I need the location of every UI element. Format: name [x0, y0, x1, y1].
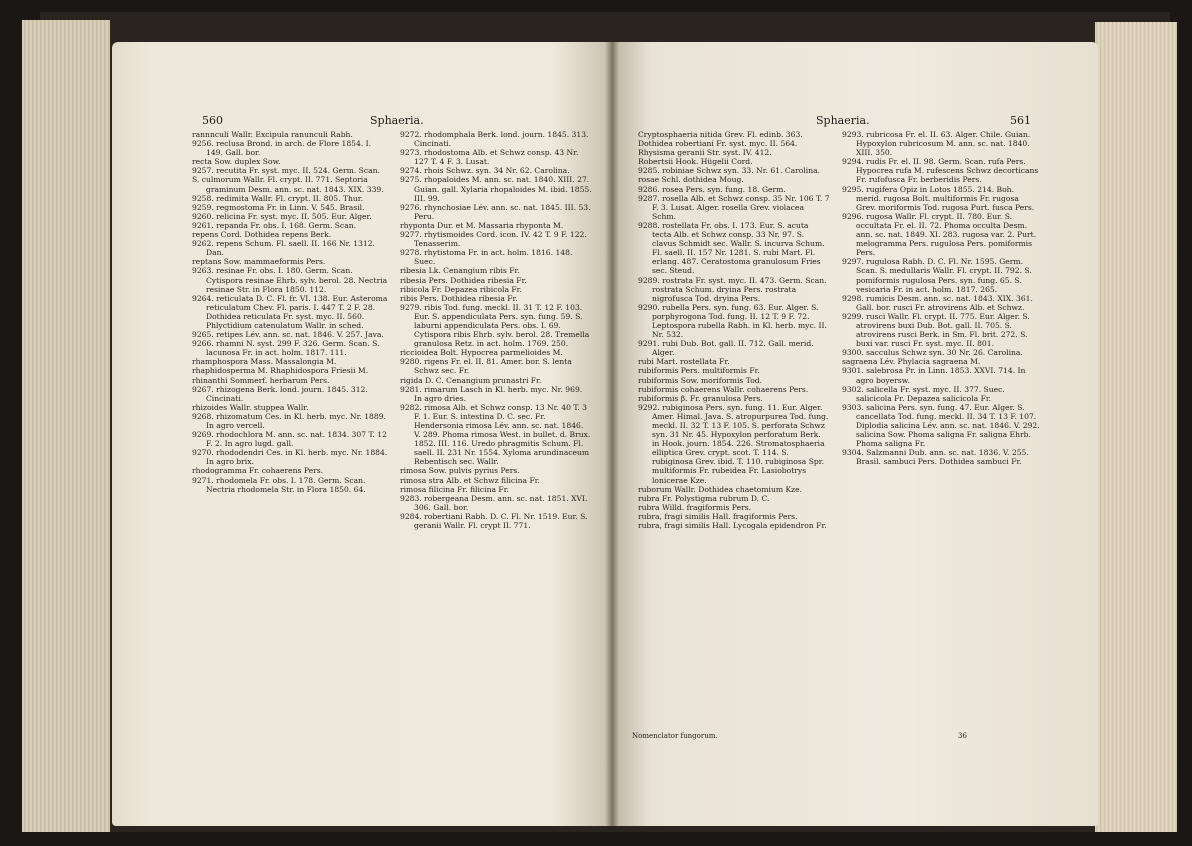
- entry: 9269. rhodochlora M. ann. sc. nat. 1834. 307 T. 12 F. 2. In agro lugd. gall.: [192, 430, 387, 449]
- entry: rubiformis Pers. multiformis Fr.: [638, 366, 760, 376]
- right-running-head: Sphaeria.: [816, 114, 870, 127]
- entry: recta Sow. duplex Sow.: [192, 157, 281, 167]
- entry: rubi Mart. rostellata Fr.: [638, 357, 730, 367]
- entry: 9286. rosea Pers. syn. fung. 18. Germ.: [638, 184, 786, 194]
- entry: riccioidea Bolt. Hypocrea parmelioides M.: [400, 348, 563, 358]
- entry: 9289. rostrata Fr. syst. myc. II. 473. Germ. Scan. rostrata Schum. dryina Pers. rostrata nigrofusca Tod. dryina Pers.: [638, 275, 827, 303]
- left-page-number: 560: [202, 114, 223, 127]
- entry: 9298. rumicis Desm. ann. sc. nat. 1843. XIX. 361. Gall. bor. rusci Fr. atrovirens Alb. et Schwz.: [842, 293, 1033, 312]
- entry: ruborum Wallr. Dothidea chaetomium Kze.: [638, 484, 803, 494]
- entry: 9263. resinae Fr. obs. I. 180. Germ. Scan. Cytispora resinae Ehrb. sylv. berol. 28. Nectria resinae Str. in Flora 1850. 112.: [192, 266, 388, 294]
- entry: 9294. rudis Fr. el. II. 98. Germ. Scan. rufa Pers. Hypocrea rufa M. rufescens Schwz decorticans Fr. rufofusca Fr. berberidis Pers.: [842, 157, 1039, 185]
- page-edges-left: [22, 20, 110, 832]
- entry: 9301. salebrosa Pr. in Linn. 1853. XXVI. 714. In agro boyersw.: [842, 366, 1026, 385]
- entry: Dothidea robertiani Fr. syst. myc. II. 564.: [638, 139, 798, 149]
- entry: 9284. robertiani Rabh. D. C. Fl. Nr. 1519. Eur. S. geranii Wallr. Fl. crypt II. 771.: [400, 511, 588, 531]
- right-column-1: [638, 130, 830, 530]
- entry: 9302. salicella Fr. syst. myc. II. 377. Suec. salicicola Fr. Depazea salicicola Fr.: [842, 384, 1005, 403]
- entry: ribis Pers. Dothidea ribesia Fr.: [400, 293, 518, 303]
- entry: rubra, fragi similis Hall. fragiformis Pers.: [638, 511, 798, 521]
- entry: rannnculi Wallr. Excipula ranunculi Rabh.: [192, 130, 353, 139]
- entry: 9265. retipes Lév. ann. sc. nat. 1846. V. 257. Java.: [192, 330, 384, 340]
- entry: rhamphospora Mass. Massalongia M.: [192, 357, 337, 367]
- right-column-2: [842, 130, 1040, 466]
- entry: 9264. reticulata D. C. Fl. fr. VI. 138. Eur. Asteroma reticulatum Chev. Fl. paris. I. 447 T. 2 F. 28. Dothidea reticulata Fr. syst. myc. II. 560. Phlyctidium catenulatum Wallr. in sched.: [192, 293, 388, 330]
- entry: 9287. rosella Alb. et Schwz consp. 35 Nr. 106 T. 7 F. 3. Lusat. Alger. rosella Grev. violacea Schm.: [638, 193, 830, 221]
- entry: 9282. rimosa Alb. et Schwz consp. 13 Nr. 40 T. 3 F. 1. Eur. S. intestina D. C. sec. Fr. Hendersonia rimosa Lév. ann. sc. nat. 1846. V. 289. Phoma rimosa West. in bullet. d. Brux. 1852. III. 116. Uredo phragmitis Schum. Fl. saell. II. 231 Nr. 1554. Xyloma arundinaceum Rebentisch sec. Wallr.: [400, 402, 591, 467]
- entry: 9276. rhynchosiae Lév. ann. sc. nat. 1845. III. 53. Peru.: [400, 202, 591, 221]
- entry: ribicola Fr. Depazea ribicola Fr.: [400, 284, 522, 294]
- entry: Rhysisma geranii Str. syst. IV. 412.: [638, 148, 772, 158]
- entry: rubiformis cohaerens Wallr. cohaerens Pers.: [638, 384, 809, 394]
- entry: 9280. rigens Fr. el. II. 81. Amer. bor. S. lenta Schwz sec. Fr.: [400, 357, 572, 376]
- entry: Robertsii Hook. Hügelii Cord.: [638, 157, 753, 167]
- entry: 9293. rubricosa Fr. el. II. 63. Alger. Chile. Guian. Hypoxylon rubricosum M. ann. sc. nat. 1840. XIII. 350.: [842, 130, 1031, 158]
- left-column-2: [400, 130, 592, 530]
- entry: 9275. rhopaloides M. ann. sc. nat. 1840. XIII. 27. Guian. gall. Xylaria rhopaloides M. ibid. 1855. III. 99.: [400, 175, 592, 203]
- footer-nomenclator: Nomenclator fungorum.: [632, 732, 718, 740]
- entry: 9257. recutita Fr. syst. myc. II. 524. Germ. Scan.: [192, 166, 380, 176]
- entry: 9290. rubella Pers. syn. fung. 63. Eur. Alger. S. porphyrogona Tod. fung. II. 12 T. 9 F. 72. Leptospora rubella Rabh. in Kl. herb. myc. II. Nr. 532.: [638, 302, 827, 340]
- entry: rosae Schl. dothidea Moug.: [638, 175, 744, 185]
- entry: 9288. rostellata Fr. obs. I. 173. Eur. S. acuta tecta Alb. et Schwz consp. 33 Nr. 97. S. clavus Schmidt sec. Wallr. S. incurva Schum. Fl. saell. II. 157 Nr. 1281. S. rubi Mart. Fl. erlang. 487. Ceratostoma granulosum Fries sec. Steud.: [638, 220, 825, 276]
- entry: 9281. rimarum Lasch in Kl. herb. myc. Nr. 969. In agro dries.: [400, 384, 583, 403]
- entry: 9285. robiniae Schwz syn. 33. Nr. 61. Carolina.: [638, 166, 821, 176]
- entry: reptans Sow. mammaeformis Pers.: [192, 257, 326, 267]
- entry: 9256. reclusa Brond. in arch. de Flore 1854. I. 149. Gall. bor.: [192, 139, 372, 158]
- entry: 9291. rubi Dub. Bot. gall. II. 712. Gall. merid. Alger.: [638, 339, 814, 358]
- entry: rhyponta Dur. et M. Massaria rhyponta M.: [400, 220, 564, 230]
- entry: ribesia Lk. Cenangium ribis Fr.: [400, 266, 520, 276]
- entry: 9267. rhizogena Berk. lond. journ. 1845. 312. Cincinati.: [192, 384, 368, 403]
- entry: 9303. salicina Pers. syn. fung. 47. Eur. Alger. S. cancellata Tod. fung. meckl. II. 34 T. 13 F. 107. Diplodia salicina Lév. ann. sc. nat. 1846. V. 292. salicina Sow. Phoma saligna Fr. saligna Ehrb. Phoma saligna Fr.: [842, 402, 1040, 449]
- entry: 9277. rhytismoides Cord. icon. IV. 42 T. 9 F. 122. Tenasserim.: [400, 230, 587, 249]
- entry: sagraena Lév. Phylacia sagraena M.: [842, 357, 981, 367]
- entry: rigida D. C. Cenangium prunastri Fr.: [400, 375, 542, 385]
- right-page-number: 561: [1010, 114, 1031, 127]
- entry: repens Cord. Dothidea repens Berk.: [192, 230, 332, 240]
- entry: rhaphidosperma M. Rhaphidospora Friesii M.: [192, 366, 369, 376]
- entry: 9295. rugifera Opiz in Lotos 1855. 214. Boh. merid. rugosa Bolt. multiformis Fr. rugosa Grev. moriformis Tod. rugosa Purt. fusca Pers.: [842, 184, 1035, 212]
- entry: rubra, fragi similis Hall. Lycogala epidendron Fr.: [638, 521, 827, 531]
- entry: rimosa stra Alb. et Schwz filicina Fr.: [400, 475, 540, 485]
- entry: rubiformis β. Fr. granulosa Pers.: [638, 393, 763, 403]
- entry: 9271. rhodomela Fr. obs. I. 178. Germ. Scan. Nectria rhodomela Str. in Flora 1850. 64.: [192, 475, 366, 494]
- book-gutter: [605, 40, 619, 830]
- signature-mark: 36: [958, 732, 967, 740]
- entry: 9258. redimita Wallr. Fl. crypt. II. 805. Thur.: [192, 193, 363, 203]
- entry: 9260. relicina Fr. syst. myc. II. 505. Eur. Alger.: [192, 211, 372, 221]
- entry: 9283. robergeana Desm. ann. sc. nat. 1851. XVI. 306. Gall. bor.: [400, 493, 588, 512]
- entry: rimosa Sow. pulvis pyrius Pers.: [400, 466, 520, 476]
- entry: 9299. rusci Wallr. Fl. crypt. II. 775. Eur. Alger. S. atrovirens buxi Dub. Bot. gall. II. 705. S. atrovirens rusci Berk. in Sm. Fl. brit. 272. S. buxi var. rusci Fr. syst. myc. II. 801.: [842, 311, 1030, 349]
- entry: ribesia Pers. Dothidea ribesia Fr.: [400, 275, 527, 285]
- right-page: [612, 42, 1098, 826]
- page-edges-right: [1095, 22, 1177, 832]
- entry: 9266. rhamni N. syst. 299 F. 326. Germ. Scan. S. lacunosa Fr. in act. holm. 1817. 111.: [192, 339, 380, 358]
- entry: Cryptosphaeria nitida Grev. Fl. edinb. 363.: [638, 130, 803, 139]
- entry: 9262. repens Schum. Fl. saell. II. 166 Nr. 1312. Dan.: [192, 239, 375, 258]
- entry: 9259. regmostoma Fr. in Linn. V. 545. Brasil.: [192, 202, 365, 212]
- entry: 9274. rhois Schwz. syn. 34 Nr. 62. Carolina.: [400, 166, 570, 176]
- entry: 9304. Salzmanni Dub. ann. sc. nat. 1836. V. 255. Brasil. sambuci Pers. Dothidea sambuci Fr.: [842, 448, 1029, 467]
- left-page: [112, 42, 612, 826]
- entry: rimosa filicina Fr. filicina Fr.: [400, 484, 509, 494]
- entry: 9297. rugulosa Rabh. D. C. Fl. Nr. 1595. Germ. Scan. S. medullaris Wallr. Fl. crypt. II. 792. S. pomiformis rugulosa Pers. syn. fung. 65. S. vesicaria Fr. in act. holm. 1817. 265.: [842, 257, 1032, 294]
- left-column-1: [192, 130, 390, 494]
- entry: 9279. ribis Tod. fung. meckl. II. 31 T. 12 F. 103. Eur. S. appendiculata Pers. syn. fung. 59. S. laburni appendiculata Pers. obs. I. 69. Cytispora ribis Ehrb. sylv. berol. 28. Tremella granulosa Retz. in act. holm. 1769. 250.: [400, 302, 590, 349]
- left-running-head: Sphaeria.: [370, 114, 424, 127]
- entry: 9296. rugosa Wallr. Fl. crypt. II. 780. Eur. S. occultata Fr. el. II. 72. Phoma occulta Desm. ann. sc. nat. 1849. XI. 283. rugosa var. 2. Purt. melogramma Pers. rugulosa Pers. pomiformis Pers.: [842, 211, 1037, 258]
- entry: 9292. rubiginosa Pers. syn. fung. 11. Eur. Alger. Amer. Himal. Java. S. atropurpurea Tod. fung. meckl. II. 32 T. 13 F. 105. S. perforata Schwz syn. 31 Nr. 45. Hypoxylon perforatum Berk. in Hook. journ. 1854. 226. Stromatosphaeria elliptica Grev. crypt. scot. T. 114. S. rubiginosa Grev. ibid. T. 110. rubiginosa Spr. multiformis Fr. rubeidea Fr. Lasiobotrys lonicerae Kze.: [638, 402, 829, 485]
- entry: rubra Fr. Polystigma rubrum D. C.: [638, 493, 770, 503]
- entry: 9300. sacculus Schwz syn. 30 Nr. 26. Carolina.: [842, 348, 1023, 358]
- entry: rhizoides Wallr. stuppea Wallr.: [192, 402, 309, 412]
- entry: 9261. repanda Fr. obs. I. 168. Germ. Scan.: [192, 220, 357, 230]
- entry: 9272. rhodomphala Berk. lond. journ. 1845. 313. Cincinati.: [400, 130, 589, 149]
- entry: rhodogramma Fr. cohaerens Pers.: [192, 466, 324, 476]
- entry: 9273. rhodostoma Alb. et Schwz consp. 43 Nr. 127 T. 4 F. 3. Lusat.: [400, 148, 579, 167]
- entry: S. culmorum Wallr. Fl. crypt. II. 771. Septoria graminum Desm. ann. sc. nat. 1843. XIX. 339.: [192, 175, 384, 194]
- entry: rubra Willd. fragiformis Pers.: [638, 502, 752, 512]
- entry: rhinanthi Sommerf. herbarum Pers.: [192, 375, 330, 385]
- entry: rubiformis Sow. moriformis Tod.: [638, 375, 763, 385]
- entry: 9270. rhododendri Ces. in Kl. herb. myc. Nr. 1884. In agro brix.: [192, 448, 388, 467]
- entry: 9268. rhizomatum Ces. in Kl. herb. myc. Nr. 1889. In agro vercell.: [192, 411, 386, 430]
- entry: 9278. rhytistoma Fr. in act. holm. 1816. 148. Suec.: [400, 248, 573, 267]
